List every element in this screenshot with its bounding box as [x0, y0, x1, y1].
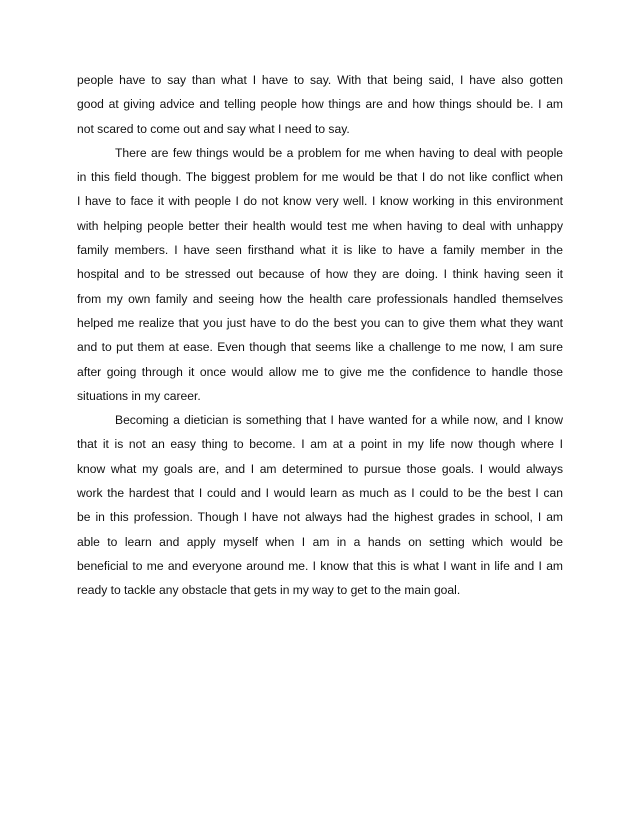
- text-line: that it is not an easy thing to become. I am at a point in my life now though where I: [77, 437, 563, 452]
- text-line: in this field though. The biggest problem for me would be that I do not like conflict when: [77, 170, 563, 185]
- text-line: able to learn and apply myself when I am in a hands on setting which would be: [77, 534, 563, 549]
- text-line: I have to face it with people I do not know very well. I know working in this environment: [77, 194, 563, 209]
- text-line: people have to say than what I have to say. With that being said, I have also gotten: [77, 73, 563, 87]
- text-line: and to put them at ease. Even though that seems like a challenge to me now, I am sure: [77, 340, 563, 355]
- text-line: know what my goals are, and I am determined to pursue those goals. I would always: [77, 461, 563, 476]
- text-line: be in this profession. Though I have not always had the highest grades in school, I am: [77, 510, 563, 525]
- text-line: good at giving advice and telling people how things are and how things should be. I am: [77, 97, 563, 112]
- text-line: family members. I have seen firsthand what it is like to have a family member in the: [77, 243, 563, 258]
- paragraph-1: [77, 68, 563, 141]
- text-line: beneficial to me and everyone around me. I know that this is what I want in life and I am: [77, 558, 563, 573]
- text-line: with helping people better their health would test me when having to deal with unhappy: [77, 218, 563, 233]
- paragraph-3: [77, 408, 563, 602]
- document-body: [77, 68, 563, 603]
- text-line: ready to tackle any obstacle that gets in my way to get to the main goal.: [77, 583, 461, 598]
- text-line: work the hardest that I could and I would learn as much as I could to be the best I can: [77, 486, 563, 501]
- text-line: helped me realize that you just have to do the best you can to give them what they want: [77, 315, 563, 330]
- paragraph-2: [77, 141, 563, 408]
- text-line: not scared to come out and say what I need to say.: [77, 121, 350, 136]
- text-line: from my own family and seeing how the health care professionals handled themselves: [77, 291, 563, 306]
- text-line: situations in my career.: [77, 388, 201, 403]
- text-line: after going through it once would allow me to give me the confidence to handle those: [77, 364, 563, 379]
- text-line: There are few things would be a problem for me when having to deal with people: [115, 145, 563, 160]
- text-line: Becoming a dietician is something that I have wanted for a while now, and I know: [115, 413, 563, 428]
- text-line: hospital and to be stressed out because of how they are doing. I think having seen it: [77, 267, 563, 282]
